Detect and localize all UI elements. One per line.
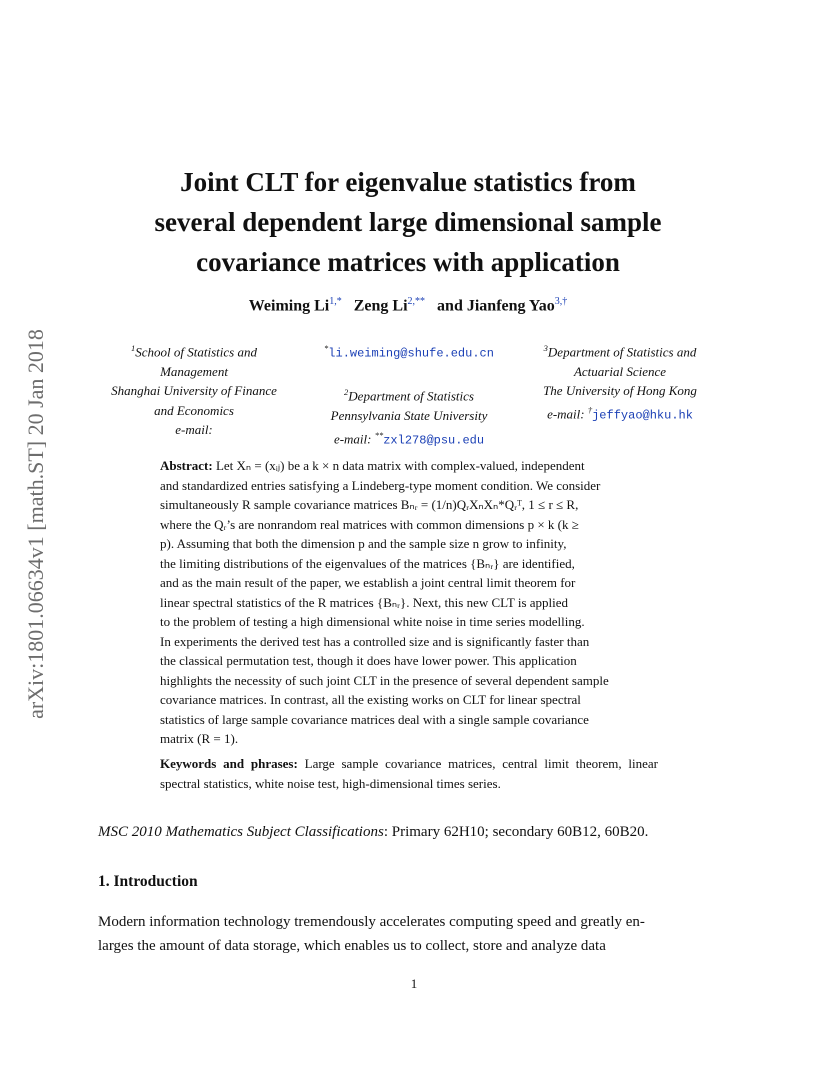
page-number: 1 <box>410 976 418 991</box>
abstract-label: Abstract: <box>160 458 213 473</box>
author-list <box>90 296 726 315</box>
title-line: several dependent large dimensional sample <box>154 207 662 237</box>
abstract-line: p). Assuming that both the dimension p and the sample size n grow to infinity, <box>160 536 567 551</box>
affiliation-line: Pennsylvania State University <box>330 408 488 424</box>
paper-title <box>90 162 726 282</box>
keywords-label: Keywords and phrases: <box>160 756 298 771</box>
abstract-line: where the Qᵣ’s are nonrandom real matrices with common dimensions p × k (k ≥ <box>160 516 579 532</box>
email-mark: ** <box>374 429 384 440</box>
affiliation-line: Actuarial Science <box>573 363 667 379</box>
abstract-line: covariance matrices. In contrast, all the existing works on CLT for linear spectral <box>160 692 581 707</box>
affiliation-line: Management <box>160 363 228 379</box>
author-affiliation-mark[interactable]: 1,* <box>329 296 342 307</box>
abstract-line: and standardized entries satisfying a Lindeberg-type moment condition. We consider <box>160 477 601 493</box>
abstract-line: to the problem of testing a high dimensional white noise in time series modelling. <box>160 614 585 629</box>
email-label: e-mail: <box>547 406 585 422</box>
author-name: Jianfeng Yao <box>466 297 555 315</box>
msc-label: MSC 2010 Mathematics Subject Classifications <box>98 824 384 840</box>
keywords <box>160 754 658 793</box>
author-affiliation-mark[interactable]: 2,** <box>407 296 426 307</box>
abstract-line: and as the main result of the paper, we establish a joint central limit theorem for <box>160 575 576 590</box>
email-link[interactable]: jeffyao@hku.hk <box>592 408 693 423</box>
affiliation-line: Department of Statistics and <box>547 344 697 360</box>
affiliation-3 <box>520 339 720 426</box>
affiliation-line: Department of Statistics <box>348 388 474 404</box>
arxiv-sidebar <box>18 274 54 774</box>
email-label: e-mail: <box>175 422 213 438</box>
email-mark: * <box>324 343 329 353</box>
abstract <box>160 456 658 749</box>
author-name: Weiming Li <box>248 297 330 315</box>
msc-text: : Primary 62H10; secondary 60B12, 60B20. <box>383 824 649 840</box>
author-conjunction: and <box>437 297 463 315</box>
email-link[interactable]: li.weiming@shufe.edu.cn <box>328 346 494 361</box>
author-name: Zeng Li <box>353 297 408 315</box>
email-link[interactable]: zxl278@psu.edu <box>383 432 485 447</box>
affiliation-line: School of Statistics and <box>135 344 257 360</box>
abstract-line: linear spectral statistics of the R matrices {Bₙᵣ}. Next, this new CLT is applied <box>160 594 569 610</box>
arxiv-identifier: arXiv:1801.06634v1 [math.ST] 20 Jan 2018 <box>23 329 48 719</box>
abstract-line: the classical permutation test, though it does have lower power. This application <box>160 653 577 668</box>
affiliation-line: Shanghai University of Finance <box>111 383 277 399</box>
affiliation-line: The University of Hong Kong <box>543 383 697 399</box>
affiliation-mark: 3 <box>543 343 548 353</box>
body-line: Modern information technology tremendously accelerates computing speed and greatly en- <box>98 914 645 930</box>
affiliation-line: and Economics <box>154 402 234 418</box>
section-heading: 1. Introduction <box>98 873 198 890</box>
intro-paragraph <box>98 910 720 958</box>
abstract-line: In experiments the derived test has a controlled size and is significantly faster than <box>160 633 590 649</box>
abstract-line: Let Xₙ = (xᵢⱼ) be a k × n data matrix with complex-valued, independent <box>215 458 585 473</box>
author-affiliation-mark[interactable]: 3,† <box>554 296 568 307</box>
title-line: covariance matrices with application <box>196 247 620 277</box>
abstract-line: matrix (R = 1). <box>160 731 239 746</box>
email-mark: † <box>587 404 593 415</box>
abstract-line: simultaneously R sample covariance matrices Bₙᵣ = (1/n)QᵣXₙXₙ*Qᵣᵀ, 1 ≤ r ≤ R, <box>160 497 579 512</box>
abstract-line: the limiting distributions of the eigenvalues of the matrices {Bₙᵣ} are identified, <box>160 555 575 571</box>
title-line: Joint CLT for eigenvalue statistics from <box>180 167 636 197</box>
affiliation-mark: 2 <box>344 387 349 398</box>
affiliation-1 <box>96 339 292 440</box>
abstract-line: statistics of large sample covariance matrices deal with a single sample covariance <box>160 711 589 727</box>
affiliation-mark: 1 <box>131 343 136 353</box>
msc-classification <box>98 824 730 841</box>
affiliation-2 <box>306 339 512 450</box>
email-label: e-mail: <box>333 430 372 446</box>
abstract-line: highlights the necessity of such joint CLT in the presence of several dependent sample <box>160 672 609 688</box>
body-line: larges the amount of data storage, which enables us to collect, store and analyze data <box>98 938 606 954</box>
keywords-text: Large sample covariance matrices, central limit theorem, linear spectral statistics, white noise test, high-dimensional times series. <box>160 756 658 791</box>
